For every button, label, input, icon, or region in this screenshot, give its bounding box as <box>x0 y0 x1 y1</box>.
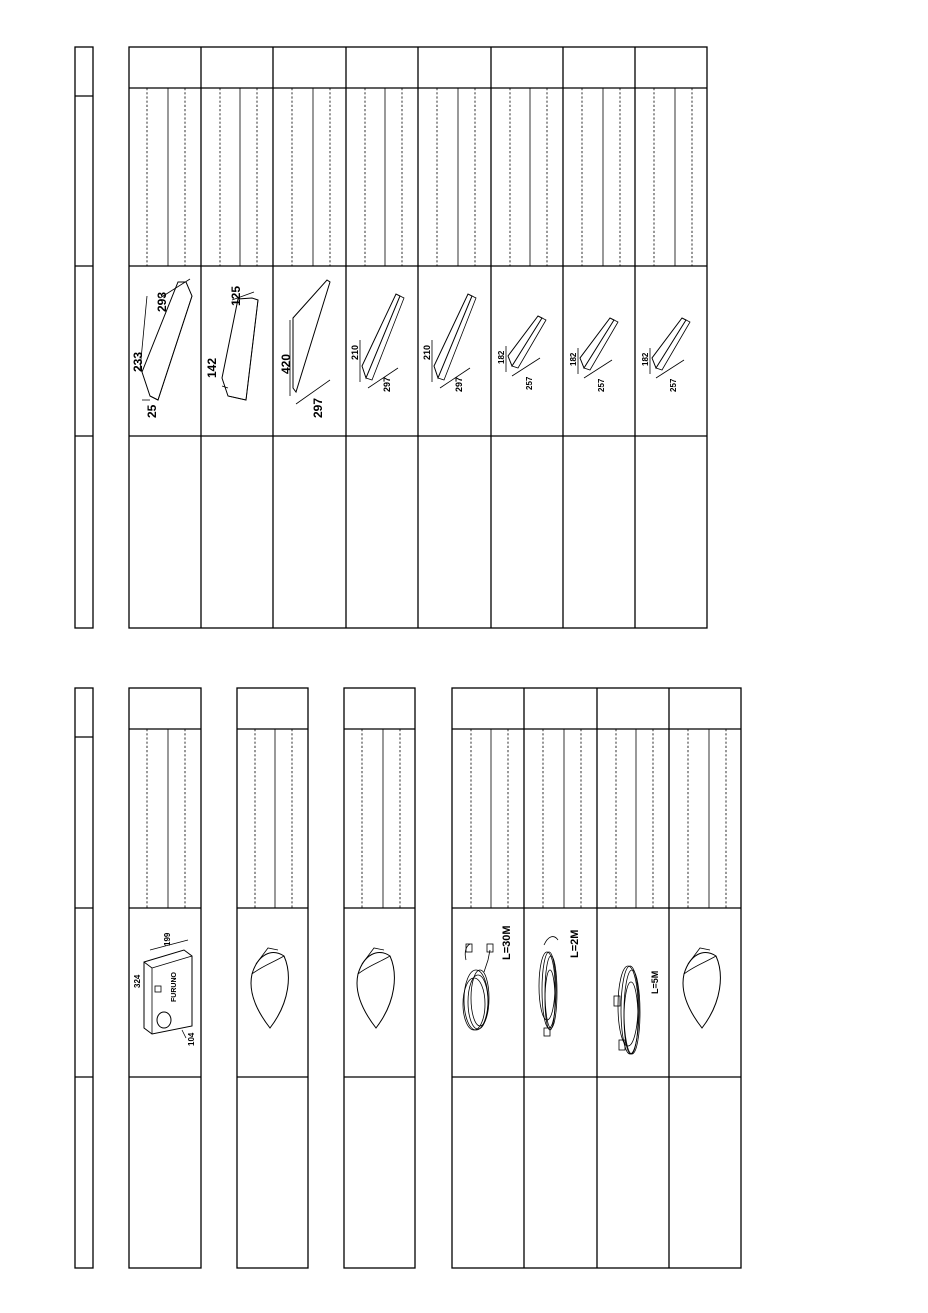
dim-label: 293 <box>155 291 169 312</box>
cable-length-label: L=2M <box>569 929 581 958</box>
item-cable-2m-drawing <box>539 930 581 1036</box>
item-manual-b5-drawing <box>641 318 690 392</box>
dim-label: 420 <box>279 353 293 374</box>
item-manual-a4-drawing <box>422 294 476 392</box>
upper-subcolumns <box>147 88 692 266</box>
item-manual-b5-drawing <box>497 316 546 390</box>
dim-label: 25 <box>145 404 159 418</box>
item-cable-5m-drawing <box>614 966 660 1054</box>
dim-label: 233 <box>131 351 145 372</box>
dim-label: 324 <box>133 974 142 988</box>
item-unit-box-drawing <box>133 932 196 1046</box>
dim-label: 182 <box>497 350 506 364</box>
item-sheet-drawing <box>279 280 330 418</box>
dim-label: 297 <box>382 376 392 392</box>
dim-label: 297 <box>311 397 325 418</box>
item-manual-a4-drawing <box>350 294 404 392</box>
dim-label: 257 <box>597 378 606 392</box>
dim-label: 182 <box>569 352 578 366</box>
dim-label: 125 <box>229 285 243 306</box>
dim-label: 210 <box>350 344 360 360</box>
upper-table-grid <box>129 47 707 628</box>
item-box-drawing <box>131 279 192 418</box>
item-bag-drawing <box>251 948 288 1028</box>
cable-length-label: L=30M <box>501 925 513 960</box>
item-cable-30m-drawing <box>463 925 513 1030</box>
dim-label: 210 <box>422 344 432 360</box>
dim-label: 104 <box>187 1032 196 1046</box>
lower-header-strip <box>75 688 93 1268</box>
upper-panel <box>75 47 707 628</box>
item-folder-drawing <box>205 286 258 400</box>
item-manual-b5-drawing <box>569 318 618 392</box>
dim-label: 257 <box>669 378 678 392</box>
brand-logo: FURUNO <box>171 972 178 1002</box>
lower-panel <box>75 688 741 1268</box>
dim-label: 297 <box>454 376 464 392</box>
cable-length-label: L=5M <box>650 970 660 994</box>
dim-label: 142 <box>205 357 219 378</box>
item-bag-drawing <box>683 948 720 1028</box>
dim-label: 257 <box>525 376 534 390</box>
dim-label: 182 <box>641 352 650 366</box>
upper-header-strip <box>75 47 93 628</box>
dim-label: 199 <box>163 932 172 946</box>
item-bag-drawing <box>357 948 394 1028</box>
